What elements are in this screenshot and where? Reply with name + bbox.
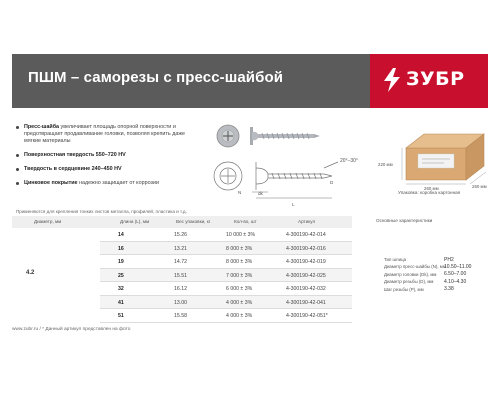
screw-photo — [217, 125, 320, 147]
characteristic-value: 6.50–7.00 — [444, 271, 467, 278]
footer-note[interactable]: www.zubr.ru / * Данный артикул представлен на фото — [12, 327, 131, 332]
col-header: Артикул — [298, 219, 316, 224]
length-cell: 51 — [118, 313, 124, 319]
table-body — [100, 228, 352, 323]
table-row — [100, 228, 352, 242]
characteristic-key: Диаметр резьбы (D), мм — [384, 279, 434, 285]
length-cell: 16 — [118, 245, 124, 252]
bullet-icon — [16, 154, 19, 157]
length-cell: 32 — [118, 286, 124, 292]
feature-bold: Пресс-шайба — [24, 124, 60, 130]
box-width: 260 мм — [424, 186, 439, 191]
qty-cell: 10 000 ± 3% — [226, 232, 256, 238]
weight-cell: 15.26 — [174, 232, 187, 238]
characteristic-row — [384, 256, 488, 263]
qty-cell: 7 000 ± 3% — [226, 272, 253, 279]
characteristic-value: 4.10–4.30 — [444, 278, 467, 285]
bullet-icon — [16, 126, 19, 129]
col-header: Длина (L), мм — [120, 219, 150, 224]
bolt-icon — [382, 68, 402, 92]
weight-cell: 13.00 — [174, 299, 187, 306]
characteristic-key: Тип шлица — [384, 257, 407, 262]
feature-bold: Цинковое покрытие — [24, 180, 78, 186]
table-row — [100, 309, 352, 323]
characteristic-value: PH2 — [444, 256, 454, 263]
header-bar — [12, 54, 488, 108]
feature-bold: Твердость в сердцевине 240–450 HV — [24, 166, 122, 172]
feature-item — [16, 166, 196, 173]
dim-label-n: N — [238, 190, 242, 195]
page-title: ПШМ – саморезы с пресс-шайбой — [28, 69, 284, 86]
characteristic-row — [384, 271, 488, 278]
characteristic-key: Шаг резьбы (P), мм — [384, 286, 424, 292]
table-header — [12, 216, 352, 228]
feature-list — [16, 124, 196, 194]
length-cell: 41 — [118, 299, 124, 306]
characteristic-key: Диаметр пресс-шайбы (N), мм — [384, 264, 446, 270]
diameter-cell: 4.2 — [26, 270, 35, 276]
weight-cell: 14.72 — [174, 259, 187, 265]
weight-cell: 15.51 — [174, 272, 187, 279]
box-caption: Упаковка: коробка картонная — [398, 190, 461, 195]
dim-label-dk: dk — [258, 191, 263, 196]
characteristics-header: Основные характеристики — [376, 218, 433, 223]
packaging-box — [378, 122, 490, 192]
feature-text: надежно защищает от коррозии — [79, 180, 160, 186]
feature-item — [16, 152, 196, 159]
box-height: 220 мм — [378, 162, 393, 167]
col-header: Кол-во, шт — [234, 219, 257, 224]
table-row — [100, 242, 352, 256]
weight-cell: 15.58 — [174, 313, 187, 319]
characteristic-row — [384, 286, 488, 293]
table-row — [100, 296, 352, 310]
qty-cell: 8 000 ± 3% — [226, 259, 253, 265]
characteristic-key: Диаметр головки (Dk), мм — [384, 271, 437, 277]
length-cell: 14 — [118, 232, 124, 238]
col-header: Вес упаковки, кг — [176, 219, 211, 224]
article-cell: 4-300190-42-025 — [286, 272, 326, 279]
article-cell: 4-300190-42-016 — [286, 245, 326, 252]
weight-cell: 13.21 — [174, 245, 187, 252]
article-cell: 4-300190-42-019 — [286, 259, 326, 265]
table-row — [100, 282, 352, 296]
feature-bold: Поверхностная твердость 550–720 HV — [24, 152, 126, 158]
characteristic-value: 3.38 — [444, 286, 454, 293]
table-note: Применяются для крепления тонких листов металла, профилей, пластика и т.д. — [16, 209, 187, 214]
characteristic-row — [384, 263, 488, 270]
feature-text: увеличивает площадь опорной поверхности и предотвращает продавливание головки, позволяя крепить даже мягкие материалы — [24, 124, 185, 144]
qty-cell: 8 000 ± 3% — [226, 245, 253, 252]
brand-name: ЗУБР — [406, 68, 465, 90]
table-row — [100, 269, 352, 283]
brand-logo[interactable] — [370, 54, 488, 108]
characteristics-list — [384, 256, 488, 293]
bullet-icon — [16, 182, 19, 185]
qty-cell: 4 000 ± 3% — [226, 313, 253, 319]
dim-label-d: D — [330, 180, 334, 185]
screw-drawing — [214, 162, 338, 198]
angle-label: 20°–30° — [340, 158, 358, 164]
col-header: Диаметр, мм — [34, 219, 62, 224]
article-cell: 4-300190-42-051* — [286, 313, 328, 319]
length-cell: 19 — [118, 259, 124, 265]
characteristic-row — [384, 278, 488, 285]
feature-item — [16, 124, 196, 145]
dim-label-l: L — [292, 202, 295, 207]
screw-schematic — [212, 118, 362, 210]
bullet-icon — [16, 168, 19, 171]
box-depth: 260 мм — [472, 184, 487, 189]
characteristic-value: 10.50–11.00 — [444, 263, 472, 270]
qty-cell: 4 000 ± 3% — [226, 299, 253, 306]
article-cell: 4-300190-42-032 — [286, 286, 326, 292]
weight-cell: 16.12 — [174, 286, 187, 292]
article-cell: 4-300190-42-041 — [286, 299, 326, 306]
qty-cell: 6 000 ± 3% — [226, 286, 253, 292]
feature-item — [16, 180, 196, 187]
article-cell: 4-300190-42-014 — [286, 232, 326, 238]
length-cell: 25 — [118, 272, 124, 279]
table-row — [100, 255, 352, 269]
